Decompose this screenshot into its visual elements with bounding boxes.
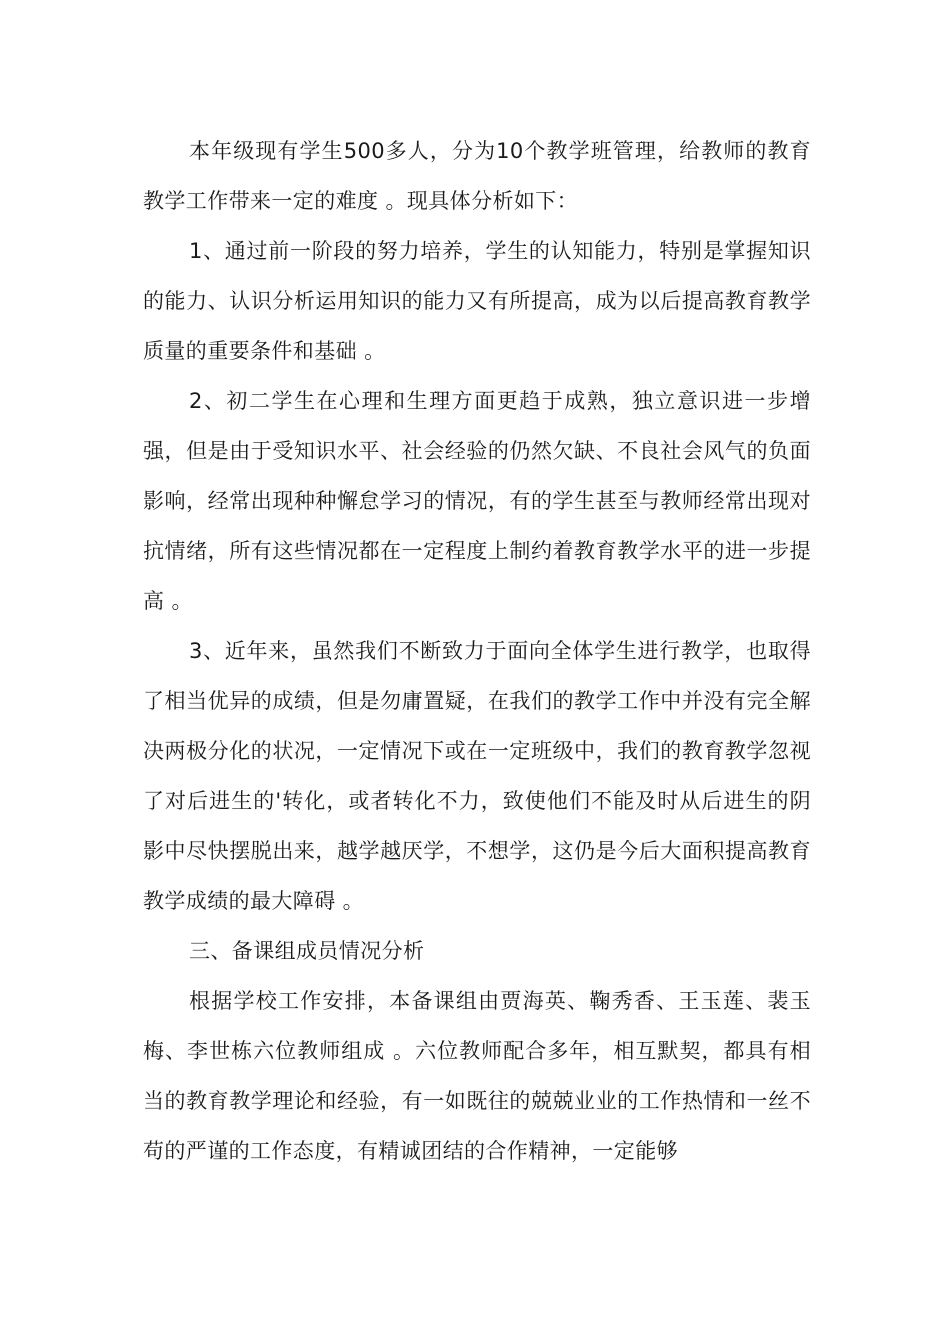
paragraph-teacher-group: 根据学校工作安排，本备课组由贾海英、鞠秀香、王玉莲、裴玉梅、李世栋六位教师组成 。六位教师配合多年，相互默契，都具有相当的教育教学理论和经验，有一如既往的兢兢业业的工作热情和一丝不苟的严谨的工作态度，有精诚团结的合作精神，一定能够 bbox=[143, 989, 811, 1163]
paragraph-point-2: 2、初二学生在心理和生理方面更趋于成熟，独立意识进一步增强，但是由于受知识水平、社会经验的仍然欠缺、不良社会风气的负面影响，经常出现种种懈怠学习的情况，有的学生甚至与教师经常出现对抗情绪，所有这些情况都在一定程度上制约着教育教学水平的进一步提高 。 bbox=[143, 389, 811, 613]
section-heading-teachers: 三、备课组成员情况分析 bbox=[189, 939, 425, 963]
paragraph-point-3: 3、近年来，虽然我们不断致力于面向全体学生进行教学，也取得了相当优异的成绩，但是勿庸置疑，在我们的教学工作中并没有完全解决两极分化的状况，一定情况下或在一定班级中，我们的教育教学忽视了对后进生的'转化，或者转化不力，致使他们不能及时从后进生的阴影中尽快摆脱出来，越学越厌学，不想学，这仍是今后大面积提高教育教学成绩的最大障碍 。 bbox=[143, 639, 811, 913]
paragraph-point-1: 1、通过前一阶段的努力培养，学生的认知能力，特别是掌握知识的能力、认识分析运用知识的能力又有所提高，成为以后提高教育教学质量的重要条件和基础 。 bbox=[143, 239, 811, 363]
paragraph-student-overview: 本年级现有学生500多人，分为10个教学班管理，给教师的教育教学工作带来一定的难度 。现具体分析如下： bbox=[143, 139, 811, 213]
document-body bbox=[143, 126, 811, 1176]
